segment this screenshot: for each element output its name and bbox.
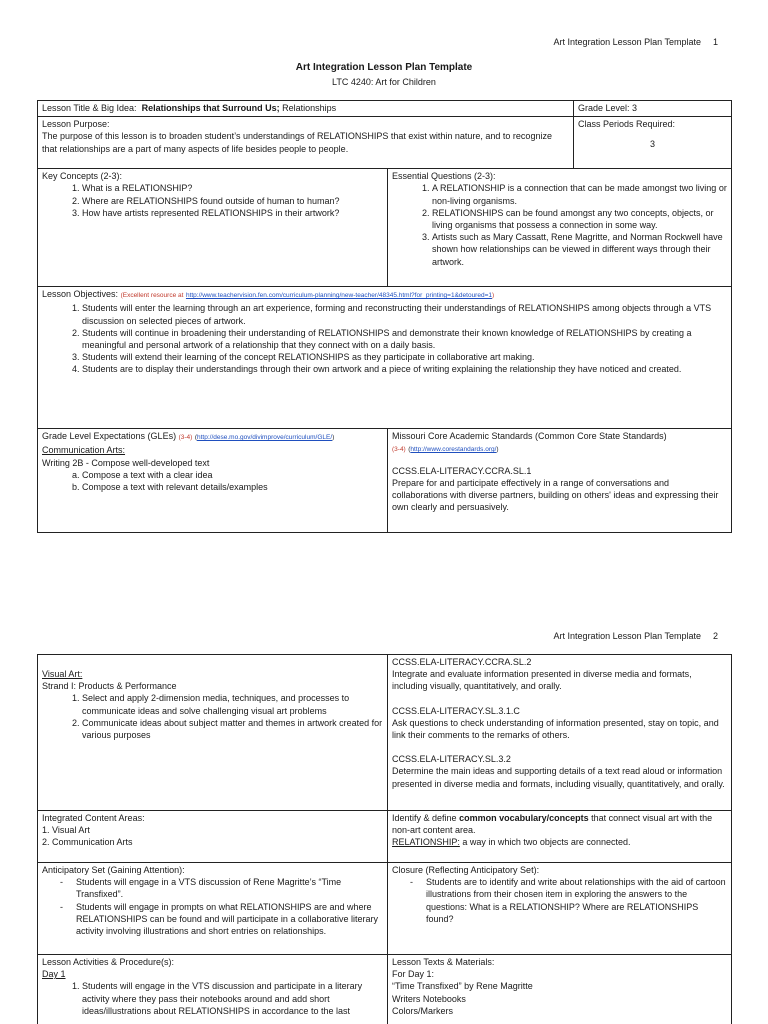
list-item: - Students are to identify and write about relationships with the aid of cartoon illustrations from their chosen item in exploring the answers to the questions: What is a RELATIONSHIP? Where are RELATIONSHIPS found? — [410, 876, 727, 925]
missouri-standards-cell: Missouri Core Academic Standards (Common Core State Standards) (3-4) (http://www.corestandards.org/) CCSS.ELA-LITERACY.CCRA.SL.1 Prepare for and participate effectively in a range of conversations and collaborations with diverse partners, building on others' ideas and expressing their own clearly and persuasively. — [388, 429, 732, 533]
lesson-activities-cell: Lesson Activities & Procedure(s): Day 1 1. Students will engage in the VTS discussion and participate in a literary activity where they pass their notebooks around and add short ideas/illustrations about RELATIONSHIPS in accordance to the last — [38, 955, 388, 1024]
anticipatory-set-cell: Anticipatory Set (Gaining Attention): - Students will engage in a VTS discussion of Rene Magritte’s “Time Transfixed”. - Students will engage in prompts on what RELATIONSHIPS are and where RELATIONSHIPS can be found and will participate in a collaborative literary activity involving illustrations and short entries on relationships. — [38, 863, 388, 955]
vocabulary-cell: Identify & define common vocabulary/concepts that connect visual art with the non-art content area. RELATIONSHIP: a way in which two objects are connected. — [388, 811, 732, 863]
lesson-objectives-cell: Lesson Objectives: (Excellent resource at http://www.teachervision.fen.com/curriculum-planning/new-teacher/48345.html?for_printing=1&detoured=1) 1. Students will enter the learning through an art experience, forming and reconstructing their understandings of RELATIONSHIPS among objects through a VTS discussion on selected pieces of artwork. 2. Students will continue in broadening their understanding of RELATIONSHIPS and demonstrate their known knowledge of RELATIONSHIPS by creating a meaningful and personal artwork of a relationship that they connect with on a daily basis. 3. Students will extend their learning of the concept RELATIONSHIPS as they participate in collaborative art making. 4. Students are to display their understandings through their own artwork and a piece of writing explaining the relationship they have noticed and created. — [38, 287, 732, 429]
document-subtitle: LTC 4240: Art for Children — [332, 77, 436, 87]
list-item: 3. Students will extend their learning of the concept RELATIONSHIPS as they participate in collaborative art making. — [82, 351, 727, 363]
running-header: Art Integration Lesson Plan Template 1 — [553, 37, 718, 47]
integrated-content-cell: Integrated Content Areas: 1. Visual Art 2. Communication Arts — [38, 811, 388, 863]
page-number: 1 — [712, 37, 718, 47]
document-title: Art Integration Lesson Plan Template — [295, 62, 473, 73]
list-item: 4. Students are to display their understandings through their own artwork and a piece of writing explaining the relationship they have noticed and created. — [82, 363, 727, 375]
ccss-standards-cell: CCSS.ELA-LITERACY.CCRA.SL.2 Integrate and evaluate information presented in diverse media and formats, including visually, quantitatively, and orally. CCSS.ELA-LITERACY.SL.3.1.C Ask questions to check understanding of information presented, stay on topic, and link their comments to the remarks of others. CCSS.ELA-LITERACY.SL.3.2 Determine the main ideas and supporting details of a text read aloud or information presented in diverse media and formats, including visually, quantitatively, and orally. — [388, 655, 732, 811]
list-item: 3. Artists such as Mary Cassatt, Rene Magritte, and Norman Rockwell have shown how relationships can be viewed in different ways through their artwork. — [432, 231, 727, 268]
gle-link[interactable]: http://dese.mo.gov/divimprove/curriculum/GLE/ — [197, 434, 333, 442]
list-item: 1. Select and apply 2-dimension media, techniques, and processes to communicate ideas and solve challenging visual art problems — [82, 692, 383, 716]
visual-art-cell: Visual Art: Strand I: Products & Performance 1. Select and apply 2-dimension media, techniques, and processes to communicate ideas and solve challenging visual art problems 2. Communicate ideas about subject matter and themes in artwork created for various purposes — [38, 655, 388, 811]
list-item: - Students will engage in prompts on what RELATIONSHIPS are and where RELATIONSHIPS can be found and will participate in a collaborative literary activity involving illustrations and short entries on relationships. — [60, 901, 383, 938]
list-item: 1. Students will engage in the VTS discussion and participate in a literary activity where they pass their notebooks around and add short ideas/illustrations about RELATIONSHIPS in accordance to the last — [82, 980, 383, 1017]
running-header: Art Integration Lesson Plan Template 2 — [553, 631, 718, 641]
closure-cell: Closure (Reflecting Anticipatory Set): - Students are to identify and write about relationships with the aid of cartoon illustrations from their chosen item in exploring the answers to the questions: What is a RELATIONSHIP? Where are RELATIONSHIPS found? — [388, 863, 732, 955]
lesson-plan-table-2 — [37, 654, 732, 1024]
corestandards-link[interactable]: http://www.corestandards.org/ — [410, 446, 497, 454]
essential-questions-cell: Essential Questions (2-3): 1. A RELATIONSHIP is a connection that can be made amongst two living or non-living organisms. 2. RELATIONSHIPS can be found amongst any two concepts, objects, or living organisms that possess a connection in some way. 3. Artists such as Mary Cassatt, Rene Magritte, and Norman Rockwell have shown how relationships can be viewed in different ways through their artwork. — [388, 169, 732, 287]
list-item: a. Compose a text with a clear idea — [82, 469, 383, 481]
key-concepts-cell: Key Concepts (2-3): 1. What is a RELATIONSHIP? 2. Where are RELATIONSHIPS found outside of human to human? 3. How have artists represented RELATIONSHIPS in their artwork? — [38, 169, 388, 287]
list-item: 2. Students will continue in broadening their understanding of RELATIONSHIPS and demonstrate their known knowledge of RELATIONSHIPS by creating a meaningful and personal artwork of a relationship that they connect with on a daily basis. — [82, 327, 727, 351]
list-item: - Students will engage in a VTS discussion of Rene Magritte’s “Time Transfixed”. — [60, 876, 383, 900]
list-item: 2. Communicate ideas about subject matter and themes in artwork created for various purposes — [82, 717, 383, 741]
list-item: 3. How have artists represented RELATIONSHIPS in their artwork? — [82, 207, 383, 219]
teachervision-link[interactable]: http://www.teachervision.fen.com/curriculum-planning/new-teacher/48345.html?for_printing=1&detoured=1 — [185, 292, 492, 300]
list-item: 1. A RELATIONSHIP is a connection that can be made amongst two living or non-living organisms. — [432, 182, 727, 206]
page-number: 2 — [712, 631, 718, 641]
list-item: 1. What is a RELATIONSHIP? — [82, 182, 383, 194]
lesson-materials-cell: Lesson Texts & Materials: For Day 1: “Time Transfixed” by Rene Magritte Writers Notebooks Colors/Markers — [388, 955, 732, 1024]
list-item: b. Compose a text with relevant details/examples — [82, 481, 383, 493]
lesson-purpose-cell: Lesson Purpose: The purpose of this lesson is to broaden student’s understandings of RELATIONSHIPS that exist within nature, and to recognize that relationships are a part of many aspects of life besides people to people. — [38, 117, 574, 169]
list-item: 1. Students will enter the learning through an art experience, forming and reconstructing their understandings of RELATIONSHIPS among objects through a VTS discussion on selected pieces of artwork. — [82, 302, 727, 326]
list-item: 2. Where are RELATIONSHIPS found outside of human to human? — [82, 195, 383, 207]
grade-level-cell: Grade Level: 3 — [574, 101, 732, 117]
lesson-title-cell: Lesson Title & Big Idea: Relationships that Surround Us; Relationships — [38, 101, 574, 117]
list-item: 2. RELATIONSHIPS can be found amongst any two concepts, objects, or living organisms that possess a connection in some way. — [432, 207, 727, 231]
lesson-plan-table-1 — [37, 100, 732, 533]
class-periods-cell: Class Periods Required: 3 — [574, 117, 732, 169]
gle-cell: Grade Level Expectations (GLEs) (3-4) (http://dese.mo.gov/divimprove/curriculum/GLE/) Communication Arts: Writing 2B - Compose well-developed text a. Compose a text with a clear idea b. Compose a text with relevant details/examples — [38, 429, 388, 533]
